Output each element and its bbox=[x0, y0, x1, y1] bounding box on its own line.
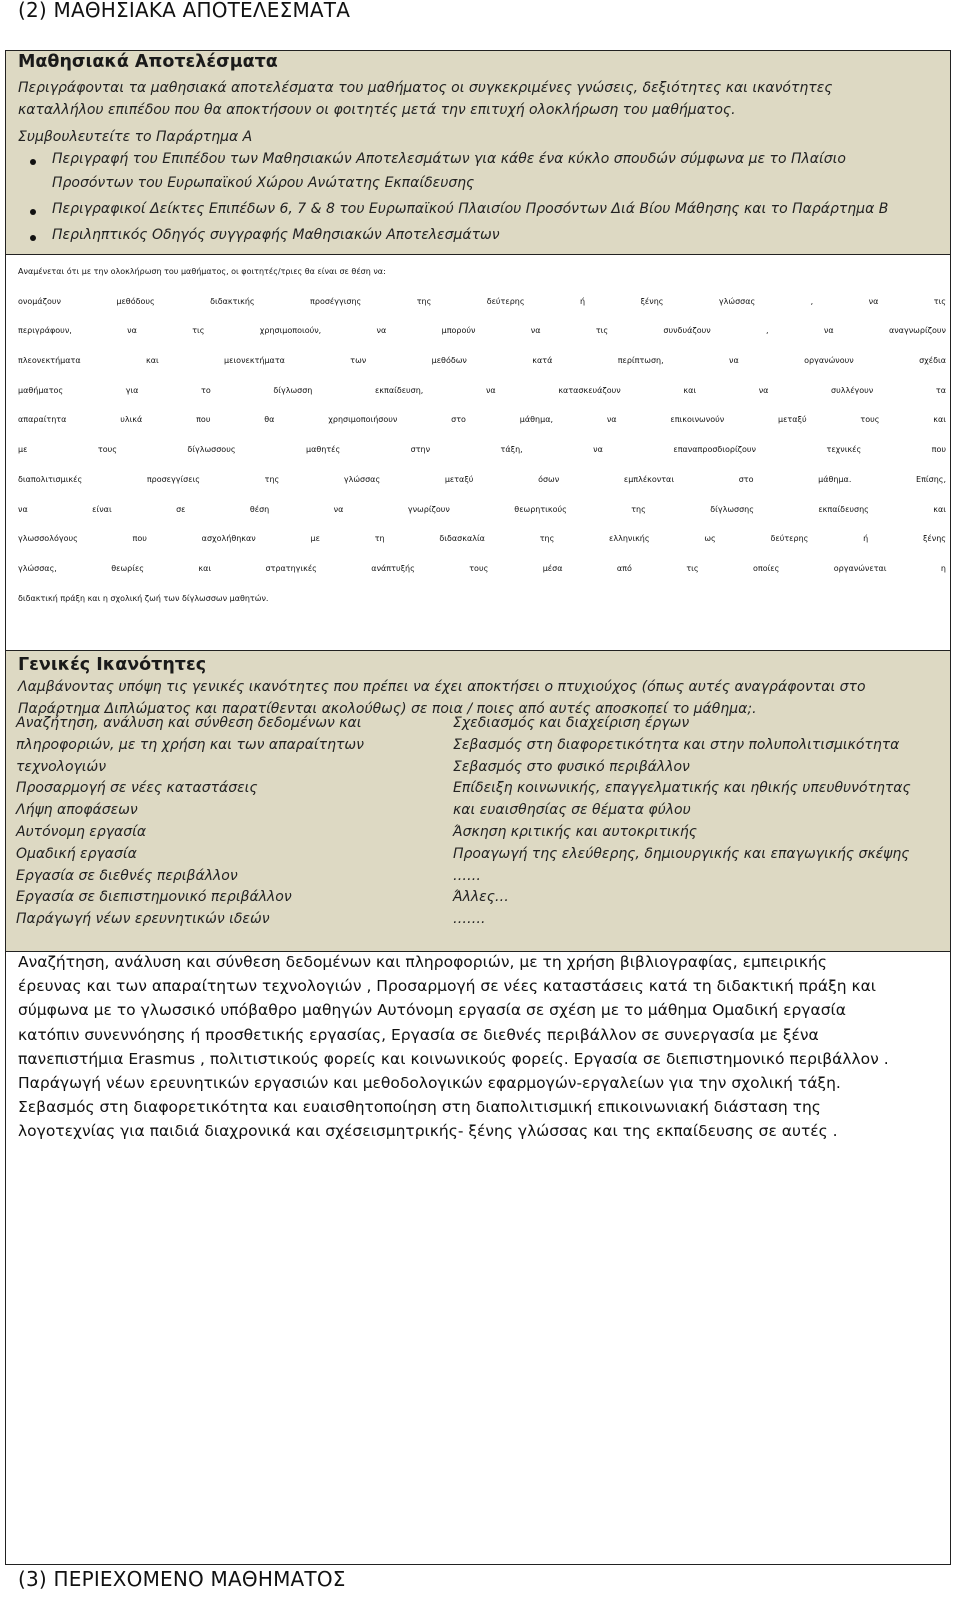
learning-outcomes-answer bbox=[18, 257, 946, 613]
competence-item: Εργασία σε διεπιστημονικό περιβάλλον bbox=[16, 889, 292, 906]
bullet-icon bbox=[30, 159, 36, 165]
competence-item: Ομαδική εργασία bbox=[16, 845, 137, 862]
general-competences-description-line: Λαμβάνοντας υπόψη τις γενικές ικανότητες που πρέπει να έχει αποκτήσει ο πτυχιούχος (όπως αυτές αναγράφονται στο bbox=[18, 679, 866, 695]
competence-item: Αυτόνομη εργασία bbox=[16, 823, 147, 840]
competence-item: και ευαισθησίας σε θέματα φύλου bbox=[453, 802, 691, 819]
answer-line: λογοτεχνίας για παιδιά διαχρονικά και σχέσεισμητρικής- ξένης γλώσσας και της εκπαίδευσης σε αυτές . bbox=[18, 1122, 838, 1141]
competence-item: Σεβασμός στη διαφορετικότητα και στην πολυπολιτισμικότητα bbox=[453, 736, 900, 753]
answer-line: κατόπιν συνεννόησης ή προσθετικής εργασίας, Εργασία σε διεθνές περιβάλλον σε συνεργασία με ξένα bbox=[18, 1025, 819, 1044]
answer-line: να είναι σε θέση να γνωρίζουν θεωρητικούς της δίγλωσσης εκπαίδευσης και bbox=[18, 504, 946, 514]
answer-line: Παράγωγή νέων ερευνητικών εργασιών και μεθοδολογικών εφαρμογών-εργαλείων για την σχολική τάξη. bbox=[18, 1074, 841, 1093]
answer-line: γλωσσολόγους που ασχολήθηκαν με τη διδασκαλία της ελληνικής ως δεύτερης ή ξένης bbox=[18, 534, 946, 544]
competence-item: τεχνολογιών bbox=[16, 758, 107, 775]
guidance-bullet-text: Περιγραφικοί Δείκτες Επιπέδων 6, 7 & 8 του Ευρωπαϊκού Πλαισίου Προσόντων Διά Βίου Μάθησης και το Παράρτημα Β bbox=[52, 201, 889, 217]
answer-line: με τους δίγλωσσους μαθητές στην τάξη, να επαναπροσδιορίζουν τεχνικές που bbox=[18, 445, 946, 455]
learning-outcomes-title: Μαθησιακά Αποτελέσματα bbox=[18, 52, 278, 72]
competence-item: ……. bbox=[453, 911, 486, 928]
section-2-heading: (2) ΜΑΘΗΣΙΑΚΑ ΑΠΟΤΕΛΕΣΜΑΤΑ bbox=[18, 0, 351, 22]
answer-line: ονομάζουν μεθόδους διδακτικής προσέγγισης της δεύτερης ή ξένης γλώσσας , να τις bbox=[18, 296, 946, 306]
competence-item: Άλλες… bbox=[453, 889, 509, 906]
competences-left-column bbox=[16, 713, 364, 931]
section-3-heading: (3) ΠΕΡΙΕΧΟΜΕΝΟ ΜΑΘΗΜΑΤΟΣ bbox=[18, 1567, 346, 1591]
competence-item: Προαγωγή της ελεύθερης, δημιουργικής και επαγωγικής σκέψης bbox=[453, 845, 910, 862]
competence-item: πληροφοριών, με τη χρήση και των απαραίτητων bbox=[16, 736, 364, 753]
guidance-bullet-text: Περιληπτικός Οδηγός συγγραφής Μαθησιακών Αποτελεσμάτων bbox=[52, 227, 500, 243]
answer-line: έρευνας και των απαραίτητων τεχνολογιών , Προσαρμογή σε νέες καταστάσεις κατά τη διδακτική πράξη και bbox=[18, 977, 877, 996]
competence-item: Επίδειξη κοινωνικής, επαγγελματικής και ηθικής υπευθυνότητας bbox=[453, 780, 911, 797]
general-competences-answer bbox=[18, 950, 938, 1144]
competence-item: Προσαρμογή σε νέες καταστάσεις bbox=[16, 780, 258, 797]
answer-line: σύμφωνα με το γλωσσικό υπόβαθρο μαθηγών Αυτόνομη εργασία σε σχέση με το μάθημα Ομαδική εργασία bbox=[18, 1001, 846, 1020]
answer-line: απαραίτητα υλικά που θα χρησιμοποιήσουν στο μάθημα, να επικοινωνούν μεταξύ τους και bbox=[18, 415, 946, 425]
learning-outcomes-description-line: καταλλήλου επιπέδου που θα αποκτήσουν οι φοιτητές μετά την επιτυχή ολοκλήρωση του μαθήματος. bbox=[18, 102, 736, 118]
answer-line: Σεβασμός στη διαφορετικότητα και ευαισθητοποίηση στη διαπολιτισμική επικοινωνιακή διάσταση της bbox=[18, 1098, 821, 1117]
answer-line: διαπολιτισμικές προσεγγίσεις της γλώσσας μεταξύ όσων εμπλέκονται στο μάθημα. Επίσης, bbox=[18, 474, 946, 484]
competence-item: Άσκηση κριτικής και αυτοκριτικής bbox=[453, 823, 697, 840]
answer-line: Αναζήτηση, ανάλυση και σύνθεση δεδομένων και πληροφοριών, με τη χρήση βιβλιογραφίας, εμπειρικής bbox=[18, 953, 827, 971]
answer-line: μαθήματος για το δίγλωσση εκπαίδευση, να κατασκευάζουν και να συλλέγουν τα bbox=[18, 385, 946, 395]
competence-item: Εργασία σε διεθνές περιβάλλον bbox=[16, 867, 238, 884]
competences-right-column bbox=[453, 713, 911, 931]
general-competences-description-line: Παράρτημα Διπλώματος και παρατίθενται ακολούθως) σε ποια / ποιες από αυτές αποσκοπεί το μάθημα;. bbox=[18, 701, 757, 717]
guidance-bullet-text: Περιγραφή του Επιπέδου των Μαθησιακών Αποτελεσμάτων για κάθε ένα κύκλο σπουδών σύμφωνα με το Πλαίσιο bbox=[52, 151, 846, 167]
bullet-icon bbox=[30, 235, 36, 241]
answer-line: Αναμένεται ότι με την ολοκλήρωση του μαθήματος, οι φοιτητές/τριες θα είναι σε θέση να: bbox=[18, 267, 386, 276]
learning-outcomes-guidance-box bbox=[6, 51, 950, 255]
competence-item: Αναζήτηση, ανάλυση και σύνθεση δεδομένων και bbox=[16, 715, 362, 731]
competence-item: Σχεδιασμός και διαχείριση έργων bbox=[453, 715, 690, 731]
competence-item: Παράγωγή νέων ερευνητικών ιδεών bbox=[16, 911, 270, 928]
answer-line: γλώσσας, θεωρίες και στρατηγικές ανάπτυξής τους μέσα από τις οποίες οργανώνεται η bbox=[18, 563, 946, 573]
competence-item: …… bbox=[453, 867, 481, 884]
general-competences-guidance-box bbox=[6, 650, 950, 952]
bullet-icon bbox=[30, 209, 36, 215]
guidance-bullet-text: Προσόντων του Ευρωπαϊκού Χώρου Ανώτατης Εκπαίδευσης bbox=[52, 175, 475, 191]
answer-line: περιγράφουν, να τις χρησιμοποιούν, να μπορούν να τις συνδυάζουν , να αναγνωρίζουν bbox=[18, 326, 946, 336]
competence-item: Σεβασμός στο φυσικό περιβάλλον bbox=[453, 758, 690, 775]
general-competences-title: Γενικές Ικανότητες bbox=[18, 655, 207, 675]
learning-outcomes-description-line: Περιγράφονται τα μαθησιακά αποτελέσματα του μαθήματος οι συγκεκριμένες γνώσεις, δεξιότητες και ικανότητες bbox=[18, 80, 833, 96]
answer-line: πανεπιστήμια Erasmus , πολιτιστικούς φορείς και κοινωνικούς φορείς. Εργασία σε διεπιστημονικό περιβάλλον . bbox=[18, 1049, 889, 1068]
answer-line: πλεονεκτήματα και μειονεκτήματα των μεθόδων κατά περίπτωση, να οργανώνουν σχέδια bbox=[18, 356, 946, 366]
competence-item: Λήψη αποφάσεων bbox=[16, 802, 138, 819]
consult-annex-a-text: Συμβουλευτείτε το Παράρτημα Α bbox=[18, 129, 253, 145]
answer-line: διδακτική πράξη και η σχολική ζωή των δίγλωσσων μαθητών. bbox=[18, 593, 269, 603]
